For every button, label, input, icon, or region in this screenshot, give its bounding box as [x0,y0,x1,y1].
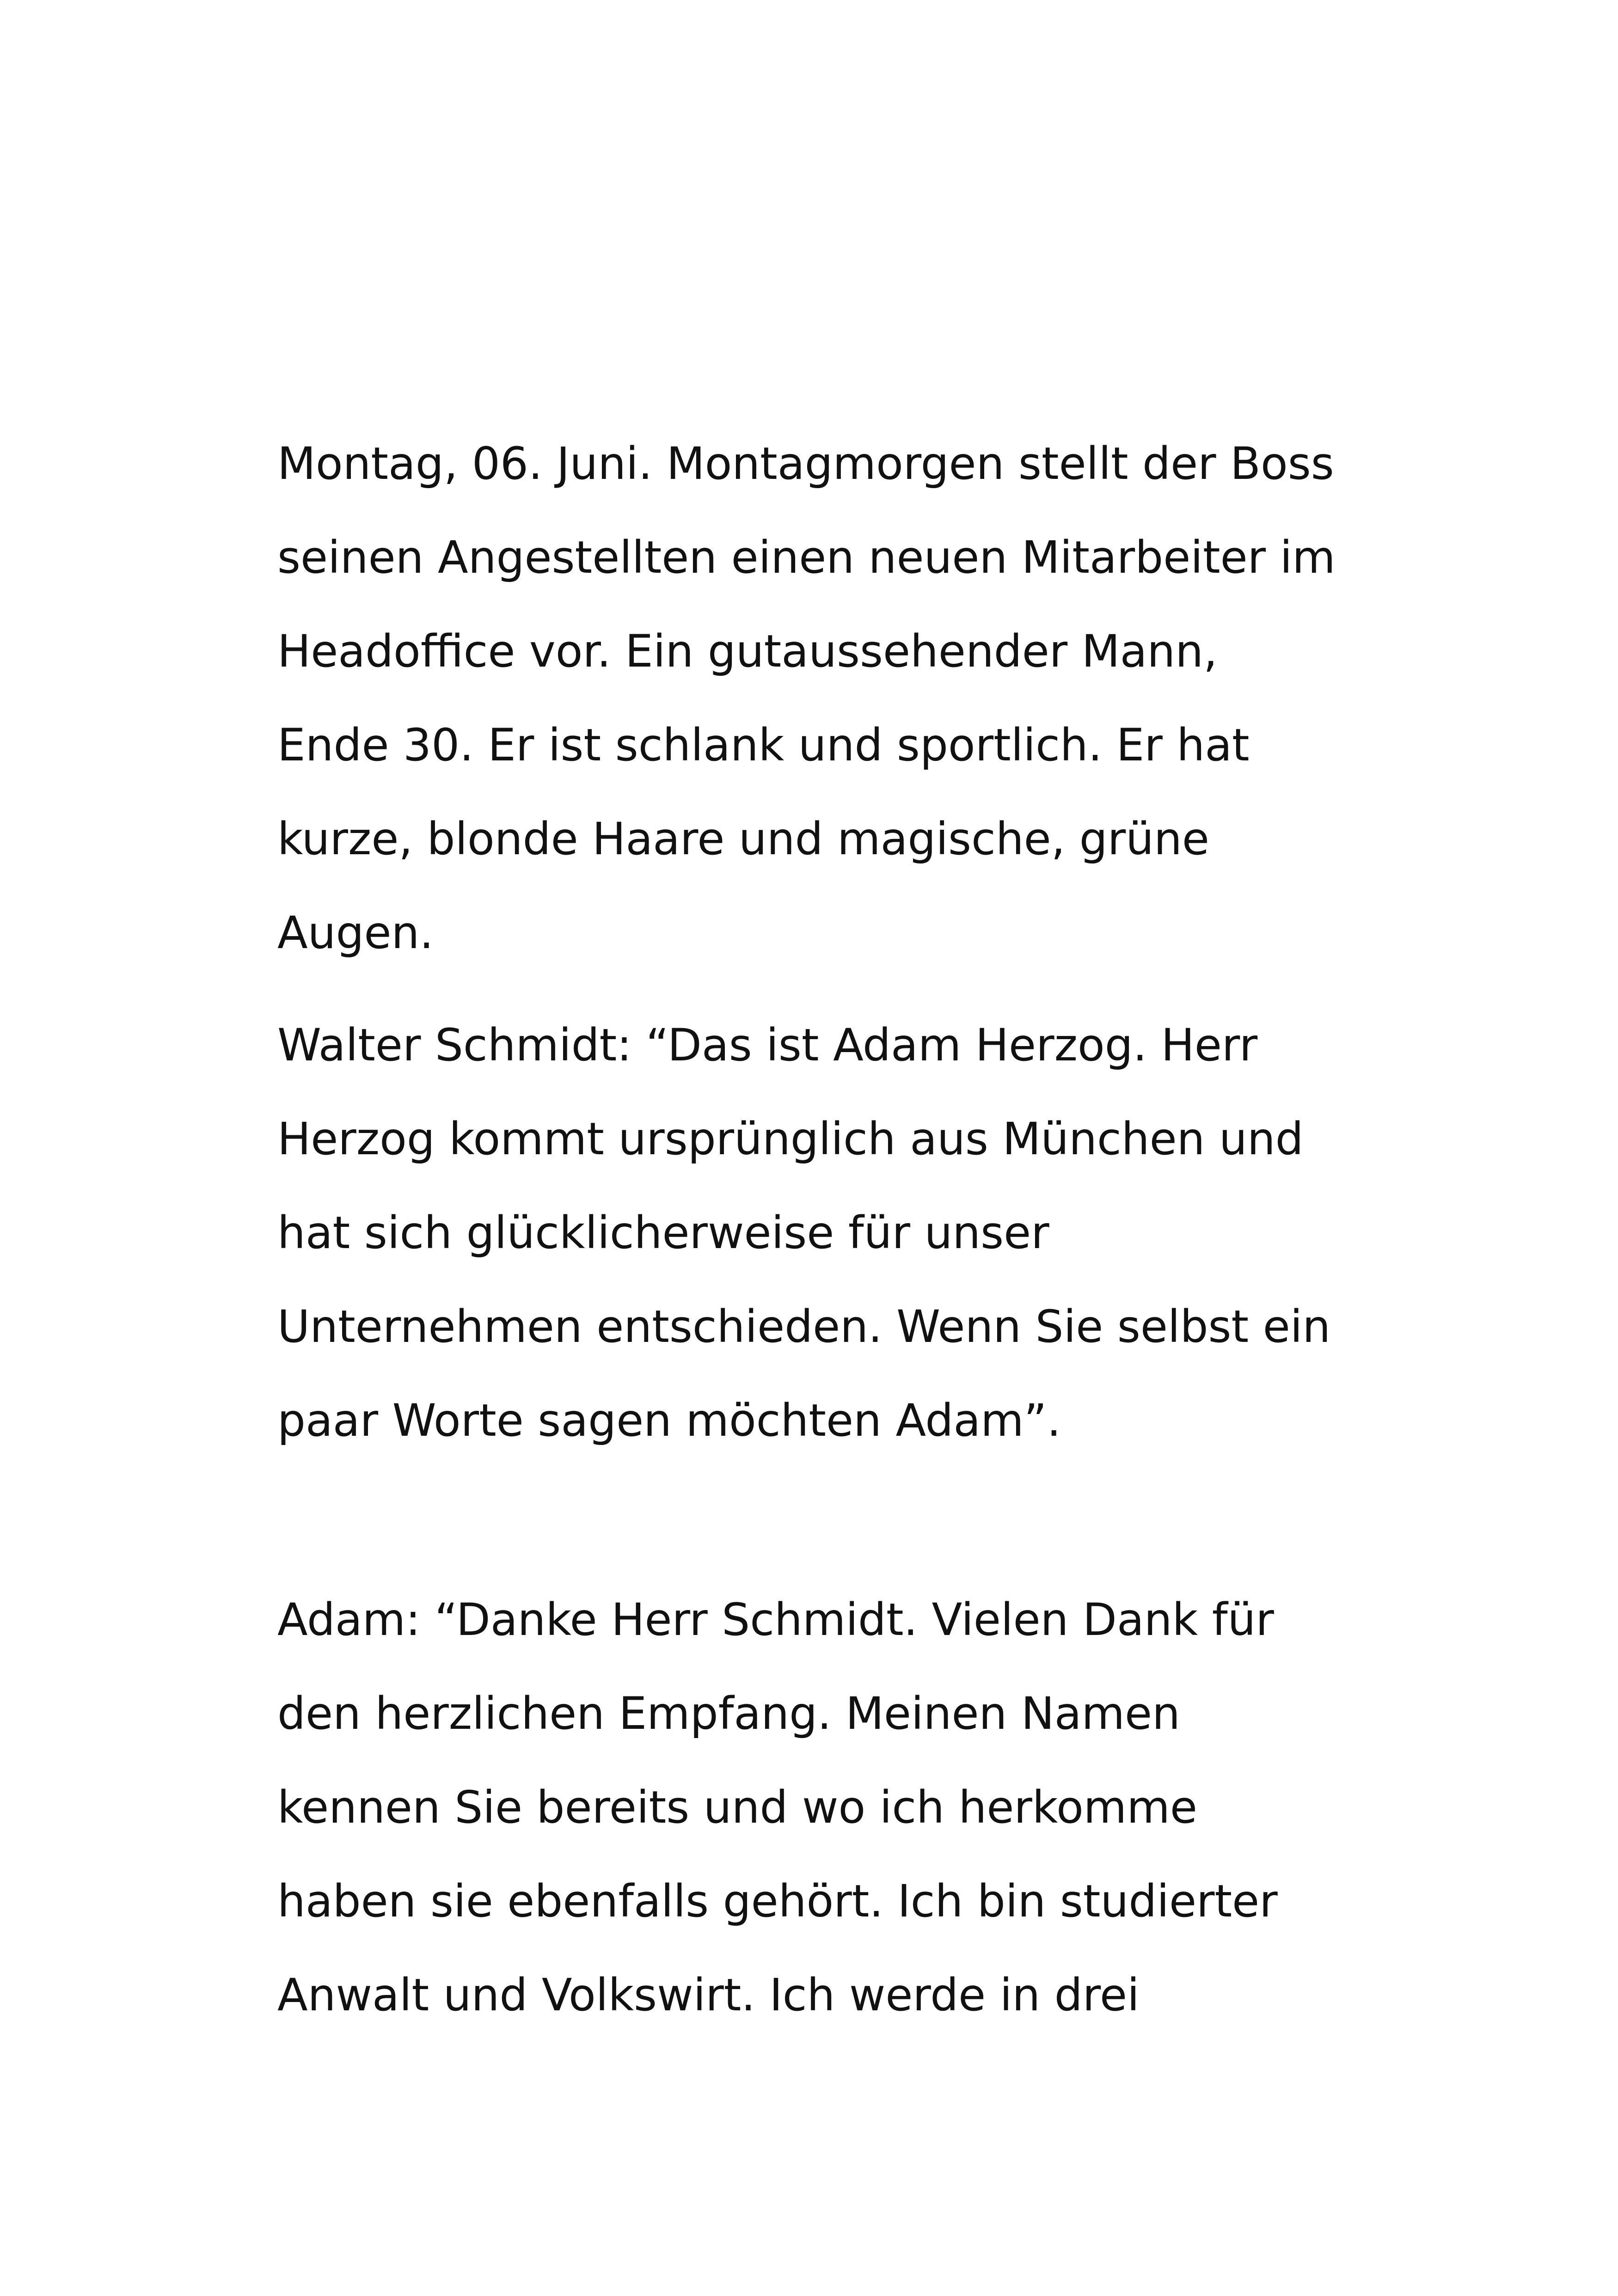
text-line: hat sich glücklicherweise für unser [277,1207,1049,1259]
text-line: Walter Schmidt: “Das ist Adam Herzog. Herr [277,1019,1258,1071]
text-line: seinen Angestellten einen neuen Mitarbeiter im [277,532,1336,583]
text-line: paar Worte sagen möchten Adam”. [277,1395,1061,1446]
text-line: Ende 30. Er ist schlank und sportlich. Er hat [277,719,1250,771]
text-line: Adam: “Danke Herr Schmidt. Vielen Dank für [277,1594,1274,1646]
text-line: haben sie ebenfalls gehört. Ich bin studierter [277,1875,1278,1927]
text-line: kennen Sie bereits und wo ich herkomme [277,1782,1197,1833]
text-line: Augen. [277,907,434,959]
paragraph-intro [277,417,1410,980]
text-line: Montag, 06. Juni. Montagmorgen stellt der Boss [277,438,1334,490]
paragraph-walter-schmidt [277,998,1410,1468]
text-line: den herzlichen Empfang. Meinen Namen [277,1688,1180,1739]
text-line: Headoffice vor. Ein gutaussehender Mann, [277,625,1218,677]
text-line: Herzog kommt ursprünglich aus München und [277,1113,1304,1165]
text-line: Unternehmen entschieden. Wenn Sie selbst ein [277,1301,1331,1353]
paragraph-adam [277,1573,1410,2042]
text-line: Anwalt und Volkswirt. Ich werde in drei [277,1969,1140,2021]
text-line: kurze, blonde Haare und magische, grüne [277,813,1209,865]
